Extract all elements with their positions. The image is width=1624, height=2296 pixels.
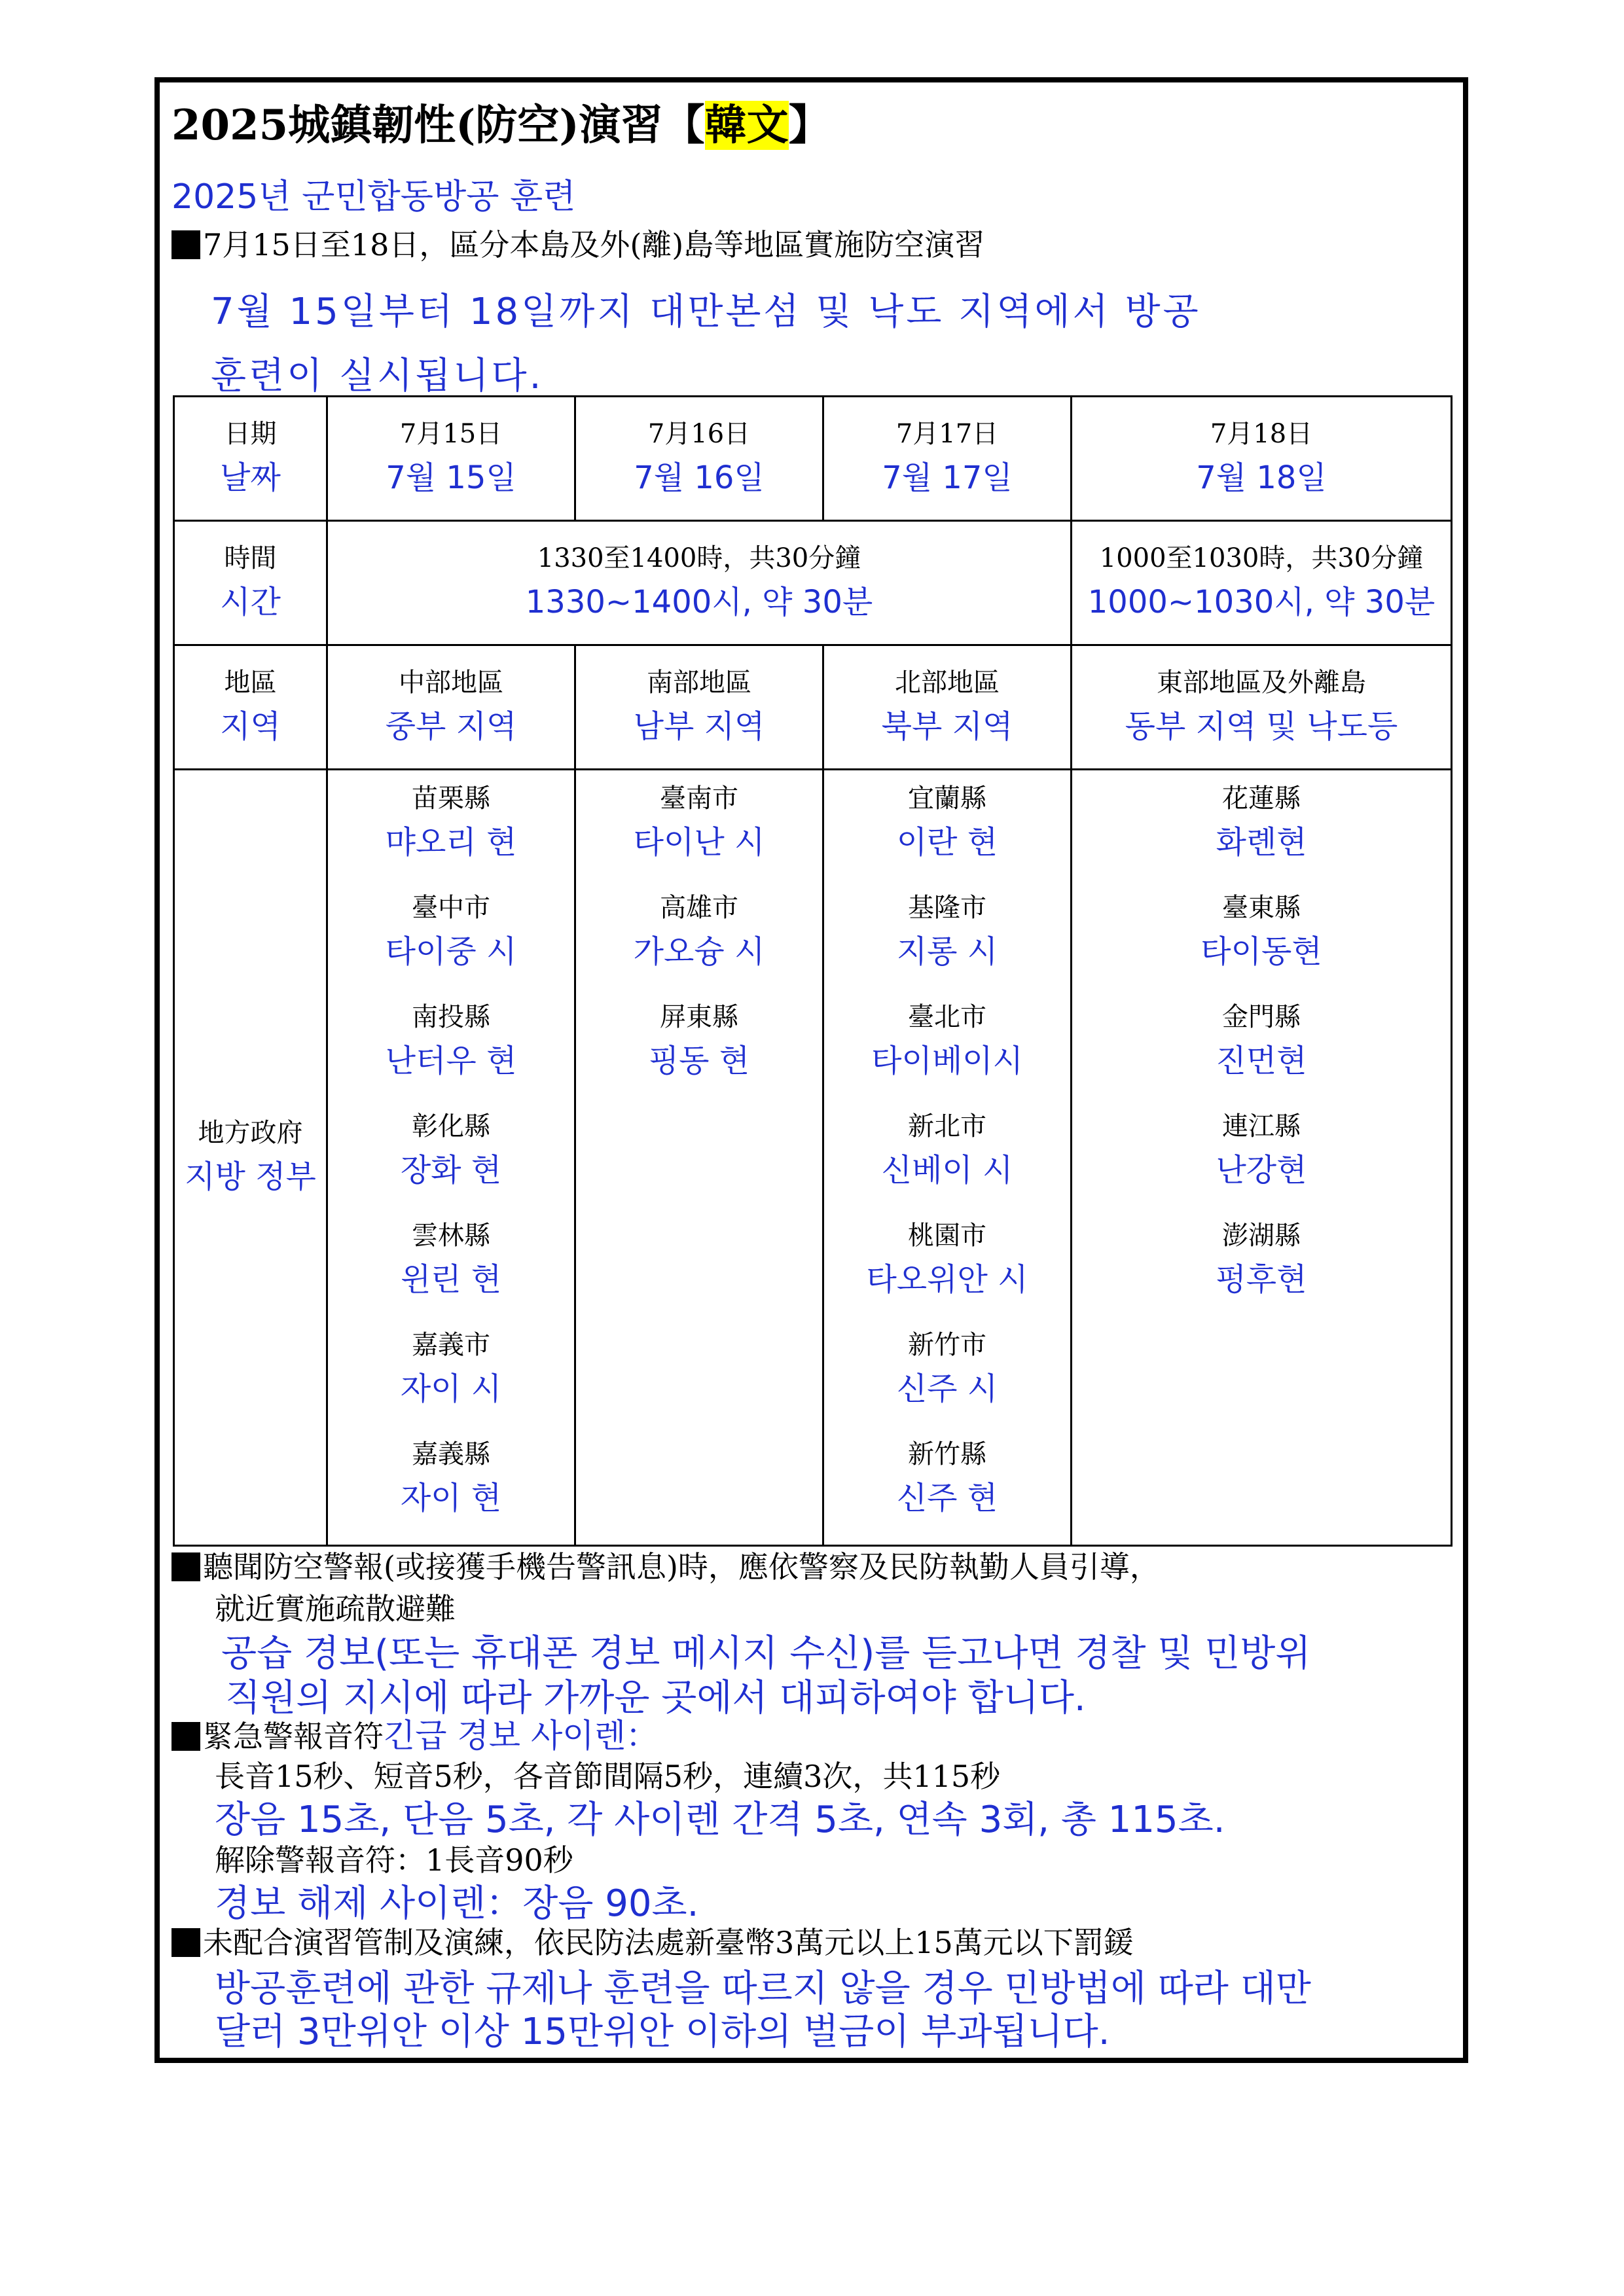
county-zh: 臺中市 bbox=[412, 893, 490, 923]
county-zh: 澎湖縣 bbox=[1222, 1221, 1301, 1251]
county-zh: 金門縣 bbox=[1222, 1002, 1301, 1032]
county-zh: 臺南市 bbox=[660, 783, 738, 814]
korean-subtitle: 2025년 군민합동방공 훈련 bbox=[171, 177, 576, 217]
county-zh: 臺北市 bbox=[908, 1002, 986, 1032]
intro-ko-line2: 훈련이 실시됩니다. bbox=[211, 355, 544, 397]
date-zh: 7月17日 bbox=[895, 418, 999, 449]
region-label-ko: 지역 bbox=[220, 708, 281, 745]
time-last-zh: 1000至1030時，共30分鐘 bbox=[1099, 543, 1424, 573]
list-item bbox=[824, 1217, 1070, 1326]
region-ko: 북부 지역 bbox=[881, 708, 1013, 745]
list-item bbox=[1072, 780, 1451, 889]
central-list-cell bbox=[327, 770, 575, 1546]
county-ko: 신베이 시 bbox=[881, 1152, 1013, 1189]
county-ko: 장화 현 bbox=[400, 1152, 502, 1189]
county-ko: 먀오리 현 bbox=[385, 824, 517, 861]
siren-detail-zh: 長音15秒、短音5秒，各音節間隔5秒，連續3次，共115秒 bbox=[215, 1759, 1001, 1794]
gov-label-cell bbox=[174, 770, 327, 1546]
intro-zh bbox=[171, 221, 984, 264]
county-ko: 타이동현 bbox=[1200, 933, 1322, 970]
date-label-cell bbox=[174, 397, 327, 521]
date-zh: 7月15日 bbox=[399, 418, 503, 449]
intro-ko-line1: 7월 15일부터 18일까지 대만본섬 및 낙도 지역에서 방공 bbox=[211, 291, 1201, 333]
list-item bbox=[328, 889, 574, 998]
county-zh: 新竹市 bbox=[908, 1330, 986, 1360]
region-label-cell bbox=[174, 645, 327, 770]
region-ko: 남부 지역 bbox=[633, 708, 765, 745]
county-ko: 자이 시 bbox=[400, 1371, 502, 1407]
schedule-table bbox=[173, 395, 1453, 1547]
bullet-square-icon bbox=[171, 1928, 200, 1957]
county-zh: 雲林縣 bbox=[412, 1221, 490, 1251]
list-item bbox=[1072, 1217, 1451, 1326]
list-item bbox=[824, 889, 1070, 998]
region-cell bbox=[823, 645, 1072, 770]
government-row bbox=[174, 770, 1452, 1546]
county-ko: 타이중 시 bbox=[385, 933, 517, 970]
time-last-cell bbox=[1072, 521, 1452, 645]
region-zh: 南部地區 bbox=[647, 667, 751, 698]
intro-zh-text: 7月15日至18日，區分本島及外(離)島等地區實施防空演習 bbox=[203, 227, 985, 262]
fine-ko-line1: 방공훈련에 관한 규제나 훈련을 따르지 않을 경우 민방법에 따라 대만 bbox=[215, 1967, 1311, 2010]
east-list-cell bbox=[1072, 770, 1452, 1546]
county-ko: 난강현 bbox=[1216, 1152, 1307, 1189]
list-item bbox=[824, 1326, 1070, 1435]
time-span-cell bbox=[327, 521, 1072, 645]
list-item bbox=[824, 998, 1070, 1107]
county-ko: 화롄현 bbox=[1216, 824, 1307, 861]
list-item bbox=[328, 1107, 574, 1217]
region-cell bbox=[575, 645, 823, 770]
county-zh: 花蓮縣 bbox=[1222, 783, 1301, 814]
region-zh: 中部地區 bbox=[399, 667, 503, 698]
date-cell bbox=[575, 397, 823, 521]
list-item bbox=[824, 1435, 1070, 1545]
time-span-zh: 1330至1400時，共30分鐘 bbox=[537, 543, 861, 573]
date-ko: 7월 18일 bbox=[1196, 459, 1327, 496]
evac-ko-line2: 직원의 지시에 따라 가까운 곳에서 대피하여야 합니다. bbox=[225, 1677, 1086, 1719]
county-ko: 핑동 현 bbox=[648, 1043, 750, 1079]
county-zh: 南投縣 bbox=[412, 1002, 490, 1032]
date-label-ko: 날짜 bbox=[220, 459, 281, 496]
gov-label-zh: 地方政府 bbox=[198, 1117, 303, 1148]
list-item bbox=[1072, 889, 1451, 998]
county-zh: 苗栗縣 bbox=[412, 783, 490, 814]
south-list-cell bbox=[575, 770, 823, 1546]
county-ko: 이란 현 bbox=[896, 824, 998, 861]
date-cell bbox=[823, 397, 1072, 521]
list-item bbox=[1072, 1107, 1451, 1217]
fine-zh-line bbox=[171, 1919, 1134, 1962]
county-ko: 지롱 시 bbox=[896, 933, 998, 970]
region-ko: 동부 지역 및 낙도등 bbox=[1125, 708, 1398, 745]
title-suffix: 】 bbox=[788, 101, 831, 150]
clear-ko: 경보 해제 사이렌：장음 90초. bbox=[215, 1882, 699, 1925]
time-last-ko: 1000~1030시, 약 30분 bbox=[1087, 583, 1435, 620]
bullet-square-icon bbox=[171, 1552, 200, 1581]
county-ko: 펑후현 bbox=[1216, 1261, 1307, 1298]
list-item bbox=[576, 889, 822, 998]
gov-label-ko: 지방 정부 bbox=[185, 1158, 316, 1195]
county-ko: 윈린 현 bbox=[400, 1261, 502, 1298]
title-highlight: 韓文 bbox=[704, 101, 789, 150]
bullet-square-icon bbox=[171, 1722, 200, 1751]
list-item bbox=[328, 1326, 574, 1435]
clear-zh: 解除警報音符：1長音90秒 bbox=[215, 1842, 573, 1878]
date-row bbox=[174, 397, 1452, 521]
date-cell bbox=[327, 397, 575, 521]
date-zh: 7月18日 bbox=[1210, 418, 1313, 449]
list-item bbox=[576, 998, 822, 1107]
county-ko: 신주 현 bbox=[896, 1480, 998, 1516]
siren-zh: 緊急警報音符 bbox=[203, 1719, 384, 1754]
county-zh: 新北市 bbox=[908, 1111, 986, 1141]
date-ko: 7월 15일 bbox=[386, 459, 516, 496]
fine-zh-text: 未配合演習管制及演練，依民防法處新臺幣3萬元以上15萬元以下罰鍰 bbox=[203, 1925, 1134, 1960]
county-zh: 桃園市 bbox=[908, 1221, 986, 1251]
date-cell bbox=[1072, 397, 1452, 521]
county-zh: 新竹縣 bbox=[908, 1439, 986, 1469]
county-zh: 屏東縣 bbox=[660, 1002, 738, 1032]
siren-detail-ko: 장음 15초, 단음 5초, 각 사이렌 간격 5초, 연속 3회, 총 115초. bbox=[215, 1799, 1225, 1841]
county-zh: 嘉義市 bbox=[412, 1330, 490, 1360]
time-label-ko: 시간 bbox=[220, 583, 281, 620]
date-label-zh: 日期 bbox=[224, 418, 277, 449]
list-item bbox=[328, 1435, 574, 1545]
fine-ko-line2: 달러 3만위안 이상 15만위안 이하의 벌금이 부과됩니다. bbox=[215, 2011, 1110, 2053]
county-ko: 신주 시 bbox=[896, 1371, 998, 1407]
county-ko: 자이 현 bbox=[400, 1480, 502, 1516]
time-label-zh: 時間 bbox=[224, 543, 277, 573]
county-zh: 連江縣 bbox=[1222, 1111, 1301, 1141]
evac-zh-line1 bbox=[171, 1543, 1160, 1587]
date-ko: 7월 16일 bbox=[634, 459, 765, 496]
list-item bbox=[328, 998, 574, 1107]
page-title bbox=[171, 93, 831, 158]
county-zh: 基隆市 bbox=[908, 893, 986, 923]
region-cell bbox=[1072, 645, 1452, 770]
county-ko: 진먼현 bbox=[1216, 1043, 1307, 1079]
list-item bbox=[824, 780, 1070, 889]
siren-ko: 긴급 경보 사이렌： bbox=[384, 1717, 659, 1755]
evac-zh-text: 聽聞防空警報(或接獲手機告警訊息)時，應依警察及民防執勤人員引導， bbox=[203, 1549, 1160, 1585]
county-ko: 타이베이시 bbox=[871, 1043, 1023, 1079]
county-zh: 臺東縣 bbox=[1222, 893, 1301, 923]
county-ko: 난터우 현 bbox=[385, 1043, 517, 1079]
title-prefix: 2025城鎮韌性(防空)演習【 bbox=[171, 101, 705, 150]
list-item bbox=[328, 780, 574, 889]
time-label-cell bbox=[174, 521, 327, 645]
evac-zh-line2: 就近實施疏散避難 bbox=[215, 1591, 456, 1626]
region-row bbox=[174, 645, 1452, 770]
region-zh: 東部地區及外離島 bbox=[1157, 667, 1366, 698]
county-ko: 가오슝 시 bbox=[633, 933, 765, 970]
county-zh: 宜蘭縣 bbox=[908, 783, 986, 814]
bullet-square-icon bbox=[171, 230, 200, 259]
time-span-ko: 1330~1400시, 약 30분 bbox=[525, 583, 873, 620]
county-ko: 타오위안 시 bbox=[866, 1261, 1028, 1298]
north-list-cell bbox=[823, 770, 1072, 1546]
list-item bbox=[824, 1107, 1070, 1217]
region-cell bbox=[327, 645, 575, 770]
evac-ko-line1: 공습 경보(또는 휴대폰 경보 메시지 수신)를 듣고나면 경찰 및 민방위 bbox=[221, 1632, 1311, 1675]
list-item bbox=[1072, 998, 1451, 1107]
region-label-zh: 地區 bbox=[224, 667, 277, 698]
list-item bbox=[576, 780, 822, 889]
date-zh: 7月16日 bbox=[647, 418, 751, 449]
date-ko: 7월 17일 bbox=[882, 459, 1013, 496]
county-zh: 嘉義縣 bbox=[412, 1439, 490, 1469]
list-item bbox=[328, 1217, 574, 1326]
region-zh: 北部地區 bbox=[895, 667, 1000, 698]
time-row bbox=[174, 521, 1452, 645]
siren-heading bbox=[171, 1710, 659, 1757]
county-zh: 高雄市 bbox=[660, 893, 738, 923]
county-zh: 彰化縣 bbox=[412, 1111, 490, 1141]
region-ko: 중부 지역 bbox=[385, 708, 517, 745]
county-ko: 타이난 시 bbox=[633, 824, 765, 861]
